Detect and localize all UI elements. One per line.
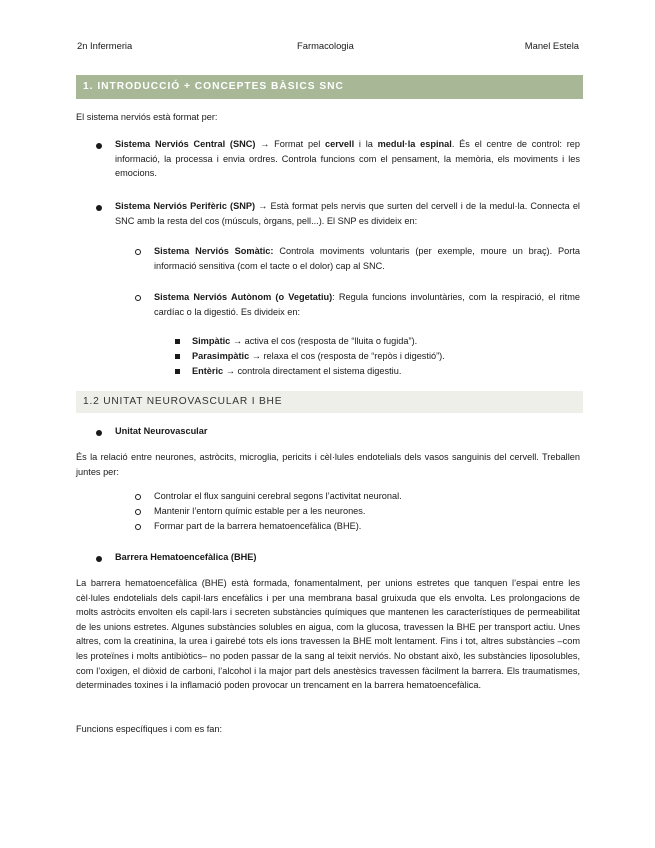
autonom-text: : Regula funcions involuntàries, com la respiració, el ritme cardíac o la digestió. Es divideix en:	[154, 292, 580, 317]
snp-text: → Està format pels nervis que surten del cervell i de la medul·la. Connecta el SNC amb la resta del cos (músculs, òrgans, pell...). El SNP es divideix en:	[115, 201, 580, 226]
somatic-paragraph	[154, 244, 580, 273]
header-subject: Farmacologia	[297, 40, 354, 51]
unit-text: És la relació entre neurones, astròcits, microglia, pericits i cèl·lules endotelials dels vasos sanguinis del cervell. Treballen juntes per:	[76, 452, 580, 477]
list-item-label: Entèric	[192, 366, 224, 376]
bullet-icon	[96, 430, 102, 436]
snp-label: Sistema Nerviós Perifèric (SNP)	[115, 201, 256, 211]
snc-text: . És el centre de control: rep informació, la processa i envia ordres. Controla funcions com el pensament, la memòria, els moviments i les emocions.	[115, 139, 580, 179]
list-item-label: Parasimpàtic	[192, 351, 250, 361]
section-heading-bhe: 1.2 UNITAT NEUROVASCULAR I BHE	[76, 391, 583, 413]
bhe-text: La barrera hematoencefàlica (BHE) està formada, fonamentalment, per unions estretes que tanquen l’espai entre les cèl·lules endotelials dels capil·lars encefàlics i per una membrana basal gruixuda que els envolta. Les prolongacions de molts astròcits envolten els capil·lars i secreten substàncies químiques que mantenen les característiques de permeabilitat de les unions estretes. Algunes substàncies solubles en aigua, com la glucosa, travessen la BHE per transport actiu. Unes altres, com la creatinina, la urea i gairebé tots els ions travessen la BHE molt lentament. Fins i tot, altres substàncies –com les proteïnes i molts antibiòtics– no poden passar de la sang al teixit nerviós. No obstant això, les substàncies liposolubles, com l’oxigen, el diòxid de carboni, l’alcohol i la major part dels anestèsics travessen fàcilment la barrera. Els traumatismes, determinades toxines i la inflamació poden provocar un trencament en la barrera hematoencefàlica.	[76, 578, 580, 691]
unit-title: Unitat Neurovascular	[115, 426, 208, 436]
circle-bullet-icon	[135, 249, 141, 255]
square-bullet-icon	[175, 354, 180, 359]
snc-keyword-medulla: medul·la espinal	[377, 139, 452, 149]
list-item-label: Simpàtic	[192, 336, 231, 346]
list-item	[192, 364, 401, 379]
circle-bullet-icon	[135, 524, 141, 530]
bullet-icon	[96, 143, 102, 149]
list-item: Mantenir l’entorn químic estable per a les neurones.	[154, 506, 366, 516]
bhe-title: Barrera Hematoencefàlica (BHE)	[115, 552, 257, 562]
snc-label: Sistema Nerviós Central (SNC)	[115, 139, 256, 149]
square-bullet-icon	[175, 339, 180, 344]
list-item: Controlar el flux sanguini cerebral segons l’activitat neuronal.	[154, 491, 402, 501]
snc-keyword-cervell: cervell	[325, 139, 355, 149]
header-course: 2n Infermeria	[77, 40, 133, 51]
functions-intro: Funcions específiques i com es fan:	[76, 724, 223, 734]
section-heading-intro: 1. INTRODUCCIÓ + CONCEPTES BÀSICS SNC	[76, 75, 583, 99]
autonom-paragraph	[154, 290, 580, 319]
circle-bullet-icon	[135, 494, 141, 500]
circle-bullet-icon	[135, 295, 141, 301]
list-item	[192, 334, 417, 349]
bullet-icon	[96, 556, 102, 562]
somatic-label: Sistema Nerviós Somàtic:	[154, 246, 274, 256]
square-bullet-icon	[175, 369, 180, 374]
snp-paragraph	[115, 199, 580, 228]
snc-paragraph	[115, 137, 580, 181]
somatic-text: Controla moviments voluntaris (per exemple, moure un braç). Porta informació sensitiva (com el tacte o el dolor) cap al SNC.	[154, 246, 580, 271]
header-author: Manel Estela	[524, 40, 579, 51]
list-item-text: → relaxa el cos (resposta de “repòs i digestió”).	[249, 351, 445, 361]
list-item-text: → controla directament el sistema digestiu.	[223, 366, 402, 376]
intro-text: El sistema nerviós està format per:	[76, 112, 218, 122]
autonom-label: Sistema Nerviós Autònom (o Vegetatiu)	[154, 292, 333, 302]
snc-arrow-text: → Format pel	[255, 139, 325, 149]
snc-mid-text: i la	[354, 139, 378, 149]
list-item-text: → activa el cos (resposta de “lluita o fugida”).	[230, 336, 418, 346]
bullet-icon	[96, 205, 102, 211]
circle-bullet-icon	[135, 509, 141, 515]
list-item: Formar part de la barrera hematoencefàlica (BHE).	[154, 521, 362, 531]
page-header	[77, 39, 579, 51]
list-item	[192, 349, 445, 364]
